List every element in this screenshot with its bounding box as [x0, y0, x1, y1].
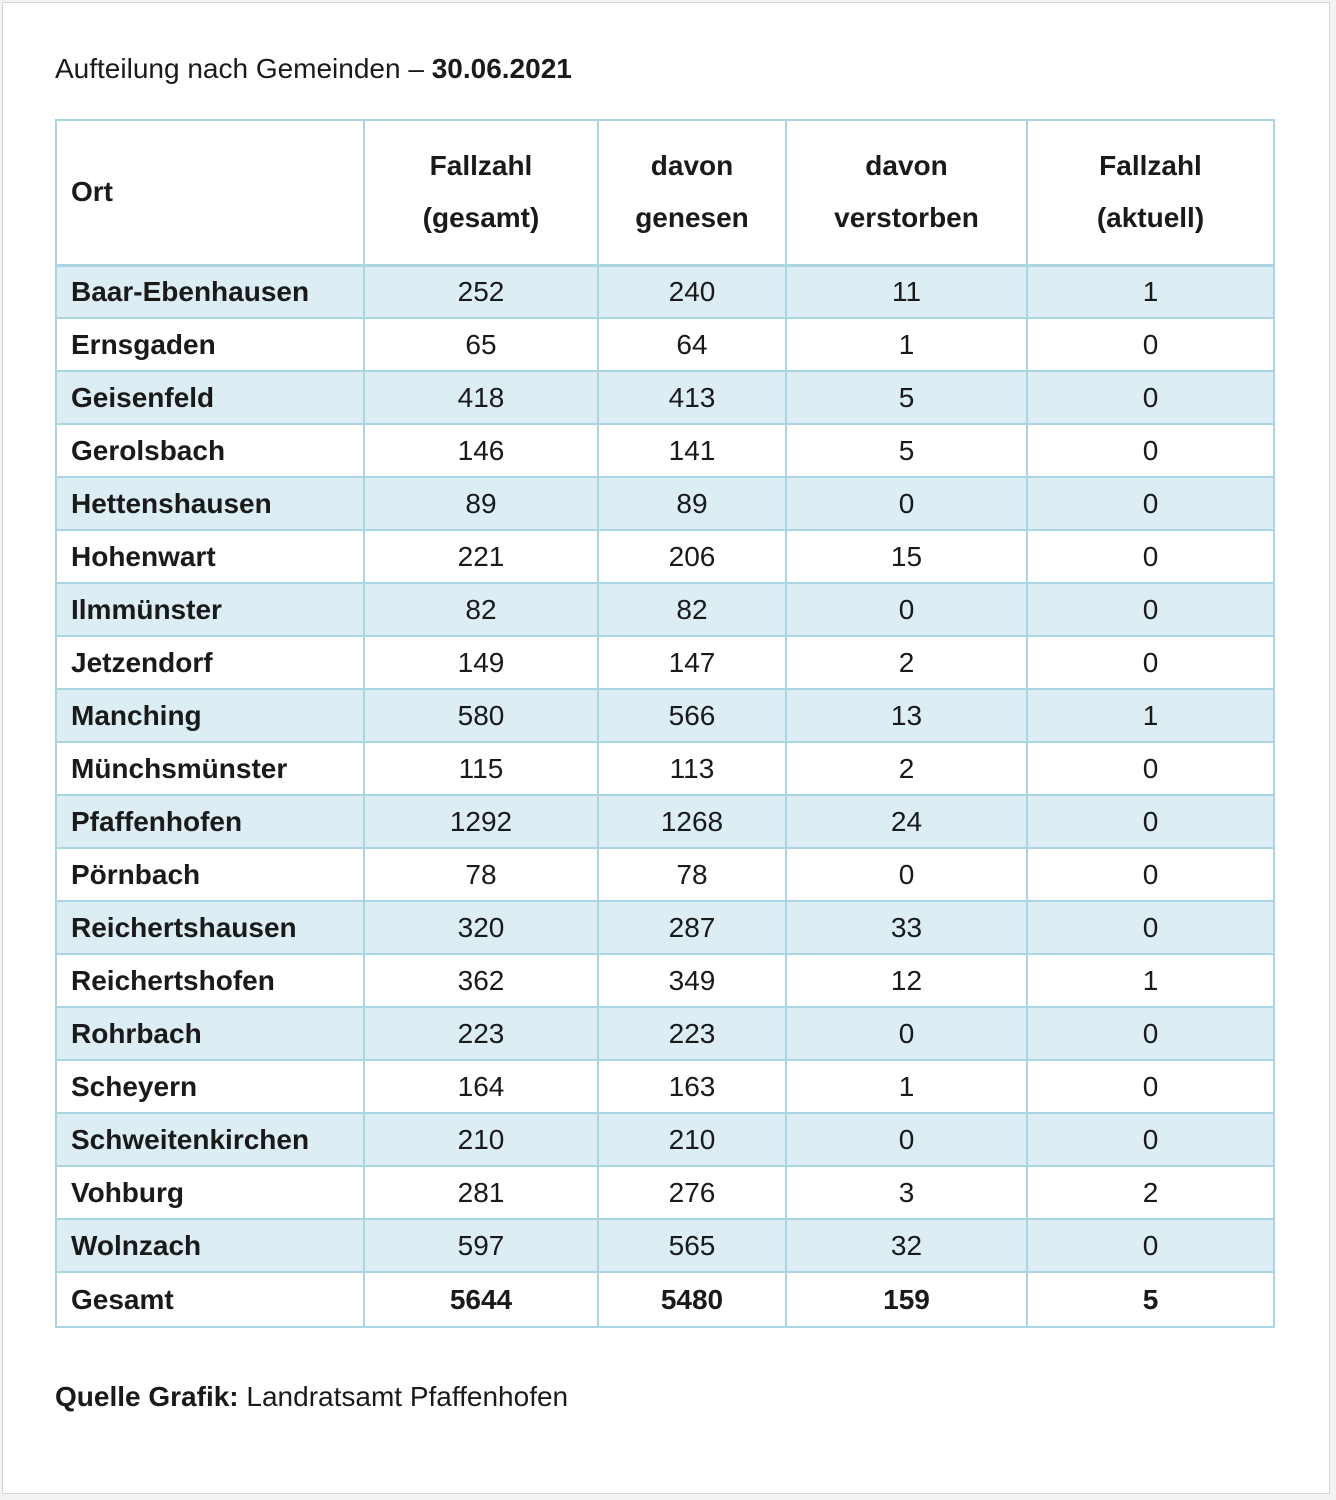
cell-ort: Hettenshausen [56, 477, 364, 530]
total-fallzahl-gesamt: 5644 [364, 1272, 598, 1327]
cell-verstorben: 13 [786, 689, 1027, 742]
table-row [56, 848, 1274, 901]
cell-fallzahl-gesamt: 210 [364, 1113, 598, 1166]
cell-fallzahl-gesamt: 65 [364, 318, 598, 371]
cell-fallzahl-aktuell: 2 [1027, 1166, 1274, 1219]
cell-verstorben: 33 [786, 901, 1027, 954]
cell-ort: Gerolsbach [56, 424, 364, 477]
cell-fallzahl-aktuell: 0 [1027, 371, 1274, 424]
table-row [56, 371, 1274, 424]
table-row [56, 477, 1274, 530]
cell-ort: Ilmmünster [56, 583, 364, 636]
cell-fallzahl-aktuell: 0 [1027, 1219, 1274, 1272]
cell-verstorben: 1 [786, 1060, 1027, 1113]
cell-fallzahl-aktuell: 0 [1027, 636, 1274, 689]
cell-verstorben: 0 [786, 1007, 1027, 1060]
table-footer [56, 1272, 1274, 1327]
cell-genesen: 89 [598, 477, 786, 530]
cell-genesen: 276 [598, 1166, 786, 1219]
cell-ort: Geisenfeld [56, 371, 364, 424]
cell-genesen: 82 [598, 583, 786, 636]
cell-genesen: 349 [598, 954, 786, 1007]
header-fallzahl-gesamt: Fallzahl (gesamt) [364, 120, 598, 265]
cell-fallzahl-gesamt: 362 [364, 954, 598, 1007]
cell-genesen: 287 [598, 901, 786, 954]
total-verstorben: 159 [786, 1272, 1027, 1327]
cell-verstorben: 2 [786, 742, 1027, 795]
cell-genesen: 113 [598, 742, 786, 795]
table-row [56, 583, 1274, 636]
cell-genesen: 565 [598, 1219, 786, 1272]
cell-ort: Vohburg [56, 1166, 364, 1219]
document-page [2, 2, 1330, 1494]
cell-ort: Pörnbach [56, 848, 364, 901]
cell-fallzahl-aktuell: 1 [1027, 689, 1274, 742]
cell-genesen: 240 [598, 265, 786, 318]
cell-ort: Ernsgaden [56, 318, 364, 371]
cell-ort: Pfaffenhofen [56, 795, 364, 848]
cell-fallzahl-gesamt: 164 [364, 1060, 598, 1113]
cell-fallzahl-aktuell: 0 [1027, 1007, 1274, 1060]
total-fallzahl-aktuell: 5 [1027, 1272, 1274, 1327]
cell-fallzahl-aktuell: 0 [1027, 1113, 1274, 1166]
cell-genesen: 566 [598, 689, 786, 742]
cell-ort: Münchsmünster [56, 742, 364, 795]
table-row [56, 1113, 1274, 1166]
cell-verstorben: 2 [786, 636, 1027, 689]
total-row [56, 1272, 1274, 1327]
table-row [56, 1166, 1274, 1219]
cell-ort: Reichertshofen [56, 954, 364, 1007]
cell-verstorben: 3 [786, 1166, 1027, 1219]
header-verstorben: davon verstorben [786, 120, 1027, 265]
cell-ort: Wolnzach [56, 1219, 364, 1272]
cell-verstorben: 11 [786, 265, 1027, 318]
cell-ort: Reichertshausen [56, 901, 364, 954]
table-body [56, 265, 1274, 1272]
table-row [56, 901, 1274, 954]
table-row [56, 954, 1274, 1007]
cell-genesen: 163 [598, 1060, 786, 1113]
cell-genesen: 64 [598, 318, 786, 371]
heading-prefix: Aufteilung nach Gemeinden – [55, 53, 432, 84]
header-row [56, 120, 1274, 265]
source-text: Landratsamt Pfaffenhofen [238, 1381, 569, 1412]
cell-verstorben: 5 [786, 371, 1027, 424]
cell-fallzahl-aktuell: 1 [1027, 265, 1274, 318]
cell-fallzahl-aktuell: 0 [1027, 901, 1274, 954]
cell-verstorben: 5 [786, 424, 1027, 477]
cases-table [55, 119, 1275, 1328]
cell-ort: Scheyern [56, 1060, 364, 1113]
cell-genesen: 78 [598, 848, 786, 901]
cell-ort: Manching [56, 689, 364, 742]
table-row [56, 530, 1274, 583]
cell-fallzahl-aktuell: 1 [1027, 954, 1274, 1007]
cell-fallzahl-aktuell: 0 [1027, 1060, 1274, 1113]
cell-verstorben: 12 [786, 954, 1027, 1007]
cell-genesen: 141 [598, 424, 786, 477]
cell-ort: Rohrbach [56, 1007, 364, 1060]
table-row [56, 742, 1274, 795]
cell-verstorben: 15 [786, 530, 1027, 583]
cell-fallzahl-gesamt: 223 [364, 1007, 598, 1060]
cell-fallzahl-gesamt: 252 [364, 265, 598, 318]
cell-fallzahl-gesamt: 597 [364, 1219, 598, 1272]
heading-date: 30.06.2021 [431, 53, 572, 84]
cell-fallzahl-gesamt: 281 [364, 1166, 598, 1219]
source-note [55, 1377, 568, 1417]
table-row [56, 795, 1274, 848]
cell-fallzahl-gesamt: 149 [364, 636, 598, 689]
cell-genesen: 413 [598, 371, 786, 424]
total-label: Gesamt [56, 1272, 364, 1327]
header-genesen: davon genesen [598, 120, 786, 265]
cell-fallzahl-gesamt: 418 [364, 371, 598, 424]
cell-fallzahl-gesamt: 320 [364, 901, 598, 954]
cell-verstorben: 24 [786, 795, 1027, 848]
cell-verstorben: 0 [786, 1113, 1027, 1166]
cell-fallzahl-gesamt: 89 [364, 477, 598, 530]
cell-genesen: 147 [598, 636, 786, 689]
table-row [56, 265, 1274, 318]
header-fallzahl-aktuell: Fallzahl (aktuell) [1027, 120, 1274, 265]
table-row [56, 318, 1274, 371]
cell-verstorben: 0 [786, 848, 1027, 901]
cell-fallzahl-aktuell: 0 [1027, 318, 1274, 371]
cell-fallzahl-gesamt: 82 [364, 583, 598, 636]
table-header [56, 120, 1274, 265]
table-row [56, 1219, 1274, 1272]
document-heading [55, 49, 572, 89]
cell-fallzahl-gesamt: 1292 [364, 795, 598, 848]
cell-fallzahl-gesamt: 115 [364, 742, 598, 795]
table-row [56, 1060, 1274, 1113]
cell-ort: Jetzendorf [56, 636, 364, 689]
cell-genesen: 206 [598, 530, 786, 583]
cell-fallzahl-gesamt: 221 [364, 530, 598, 583]
cell-verstorben: 1 [786, 318, 1027, 371]
header-ort: Ort [56, 120, 364, 265]
cell-verstorben: 0 [786, 583, 1027, 636]
cell-ort: Baar-Ebenhausen [56, 265, 364, 318]
cell-fallzahl-aktuell: 0 [1027, 477, 1274, 530]
cell-fallzahl-gesamt: 146 [364, 424, 598, 477]
cell-fallzahl-aktuell: 0 [1027, 530, 1274, 583]
total-genesen: 5480 [598, 1272, 786, 1327]
cell-ort: Hohenwart [56, 530, 364, 583]
cell-fallzahl-aktuell: 0 [1027, 795, 1274, 848]
table-row [56, 1007, 1274, 1060]
cell-genesen: 210 [598, 1113, 786, 1166]
cell-genesen: 1268 [598, 795, 786, 848]
cell-fallzahl-aktuell: 0 [1027, 424, 1274, 477]
cell-fallzahl-gesamt: 580 [364, 689, 598, 742]
cell-verstorben: 0 [786, 477, 1027, 530]
cell-ort: Schweitenkirchen [56, 1113, 364, 1166]
cell-verstorben: 32 [786, 1219, 1027, 1272]
table-row [56, 636, 1274, 689]
source-label: Quelle Grafik: [55, 1381, 239, 1412]
cell-fallzahl-gesamt: 78 [364, 848, 598, 901]
cell-fallzahl-aktuell: 0 [1027, 583, 1274, 636]
table-row [56, 424, 1274, 477]
cell-fallzahl-aktuell: 0 [1027, 848, 1274, 901]
table-row [56, 689, 1274, 742]
cell-genesen: 223 [598, 1007, 786, 1060]
cell-fallzahl-aktuell: 0 [1027, 742, 1274, 795]
